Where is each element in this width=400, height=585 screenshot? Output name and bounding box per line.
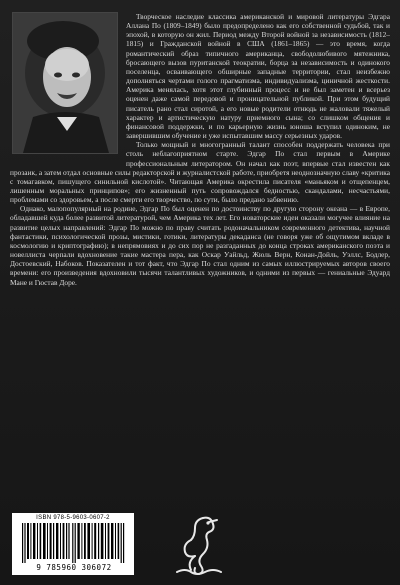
publisher-seahorse-logo bbox=[165, 510, 235, 580]
barcode-digits: 9 785960 306072 bbox=[36, 563, 112, 572]
barcode-graphic bbox=[22, 523, 126, 563]
paragraph-1: Творческое наследие классика американской и мировой литературы Эдгара Аллана По (1809–1849) было предопределено как его собственной судьбой, так и эпохой, в которую он жил. Период между Второй войной за независимость (1812–1815) и Гражданской войной в США (1861–1865) — это время, когда романтический образ типичного американца, свободолюбивого мятежника, бросающего вызов пуританской теократии, борца за независимость и одинокого поселенца, осваивающего обширные западные территории, стал неизбежно дополняться чертами голого прагматизма, индивидуализма, циничной жесткости. Америка менялась, хотя этот глубинный процесс и не был заметен и всерьез оценен даже самой передовой и проницательной публикой. При этом будущий писатель рано стал сиротой, а его новые родители отнюдь не жаловали тяжелый характер и артистическую натуру приемного сына; со слишком общения и финансовой поддержки, и по карьерную жизнь юноша вступил одиноким, не завершившим обучение и уже испытавшим массу серьезных ударов. bbox=[126, 12, 390, 141]
annotation-text bbox=[10, 12, 390, 287]
isbn-label: ISBN 978-5-9603-0607-2 bbox=[36, 515, 110, 521]
paragraph-3: Однако, малопопулярный на родине, Эдгар По был оценен по достоинству по другую сторону океана — в Европе, обладавшей куда более развитой литературой, чем Америка тех лет. Его новаторские идеи оказали могучее влияние на развитие целых направлений: Эдгар По можно по праву считать родоначальником современного детектива, научной фантастики, психологической прозы, мистики, готики, литературы декаданса (не говоря уже об ощутимом вкладе в космологию и криптографию); в непрямовиях и до сих пор не разгаданных до конца строках американского поэта и новеллиста черпали вдохновение такие мастера пера, как Оскар Уайльд, Жюль Верн, Конан-Дойль, Уэллс, Бодлер, Достоевский, Набоков. Показателен и тот факт, что Эдгар По стал одним из самых иллюстрируемых авторов своего времени: его произведения вдохновили тысячи талантливых художников, и одними из первых — гениальные Эдуард Мане и Гюстав Доре. bbox=[10, 204, 390, 287]
seahorse-icon bbox=[165, 510, 235, 580]
paragraph-2: Только мощный и многогранный талант способен поддержать человека при столь неблагоприятном старте. Эдгар По стал первым в Америке профессиональным литератором. Он начал как поэт, впервые стал известен как прозаик, а затем отдал основные силы редакторской и журналистской работе, приобретя неоднозначную славу «критика с томагавком, пишущего синильной кислотой». Читающая Америка окрестила писателя «маньяком и отщепенцем, лишенным моральных принципов»; его жизненный путь сопровождался бедностью, скандалами, несчастьями, проблемами со здоровьем, а после смерти его творчество, по сути, было предано забвению. bbox=[10, 140, 390, 205]
isbn-barcode-block bbox=[12, 513, 134, 575]
